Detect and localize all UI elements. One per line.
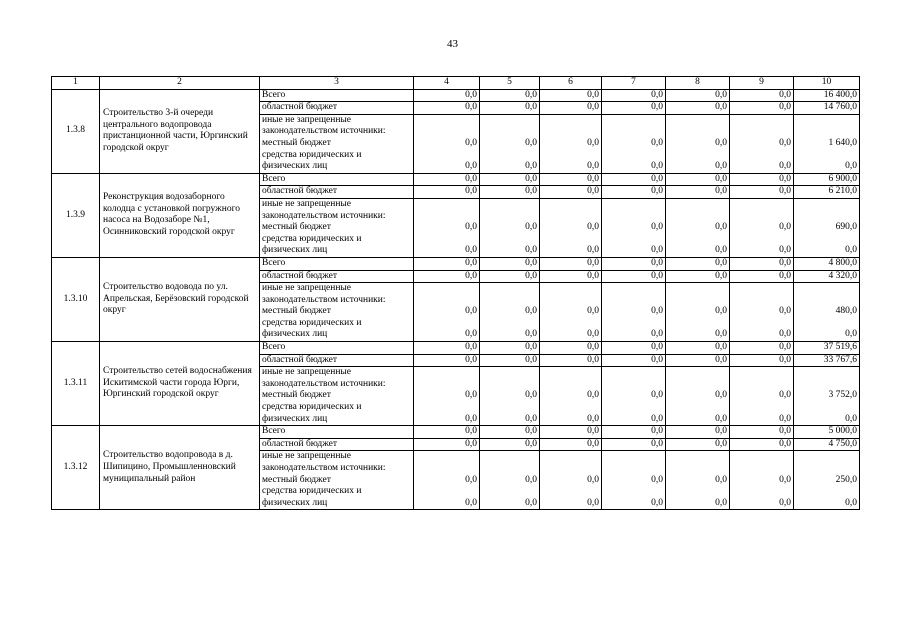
value-cell xyxy=(666,114,730,173)
local-value: 0,0 xyxy=(465,474,477,485)
table-row xyxy=(52,342,860,355)
value-cell: 0,0 xyxy=(480,354,540,367)
table-row xyxy=(52,89,860,102)
row-label-line: местный бюджет xyxy=(262,222,331,233)
value-cell xyxy=(414,451,480,510)
table-row xyxy=(52,257,860,270)
value-cell: 0,0 xyxy=(730,102,794,115)
value-cell xyxy=(602,114,666,173)
value-cell: 14 760,0 xyxy=(794,102,860,115)
local-value: 0,0 xyxy=(587,306,599,317)
row-label-line: законодательством источники: xyxy=(262,294,386,305)
row-label-regional: областной бюджет xyxy=(260,438,414,451)
local-value: 0,0 xyxy=(465,306,477,317)
legal-value: 0,0 xyxy=(715,497,727,508)
row-label-line: законодательством источники: xyxy=(262,210,386,221)
value-cell: 0,0 xyxy=(414,173,480,186)
legal-value: 0,0 xyxy=(465,413,477,424)
row-label-total: Всего xyxy=(260,426,414,439)
item-name: Строительство сетей водоснабжения Искитимской части города Юрги, Юргинский городской округ xyxy=(100,342,260,426)
value-cell: 0,0 xyxy=(480,89,540,102)
value-cell: 0,0 xyxy=(414,342,480,355)
value-cell: 0,0 xyxy=(602,89,666,102)
value-cell: 0,0 xyxy=(480,342,540,355)
column-header: 2 xyxy=(100,77,260,90)
local-value: 0,0 xyxy=(525,222,537,233)
item-name: Строительство водопровода в д. Шипицино, Промышленновский муниципальный район xyxy=(100,426,260,510)
row-label-line: иные не запрещенные xyxy=(262,283,352,294)
value-cell: 0,0 xyxy=(602,438,666,451)
value-cell: 0,0 xyxy=(414,438,480,451)
row-label-line: законодательством источники: xyxy=(262,463,386,473)
local-value: 3 752,0 xyxy=(828,390,857,401)
value-cell: 0,0 xyxy=(540,89,602,102)
local-value: 0,0 xyxy=(715,137,727,148)
local-value: 0,0 xyxy=(465,222,477,233)
row-label-line: иные не запрещенные xyxy=(262,367,352,378)
value-cell xyxy=(414,367,480,426)
value-cell: 0,0 xyxy=(602,186,666,199)
value-cell: 5 000,0 xyxy=(794,426,860,439)
value-cell xyxy=(602,283,666,342)
legal-value: 0,0 xyxy=(465,245,477,256)
legal-value: 0,0 xyxy=(715,413,727,424)
value-cell xyxy=(794,283,860,342)
local-value: 690,0 xyxy=(835,222,857,233)
column-header: 4 xyxy=(414,77,480,90)
value-cell: 4 750,0 xyxy=(794,438,860,451)
value-cell xyxy=(794,198,860,257)
legal-value: 0,0 xyxy=(525,497,537,508)
item-name: Реконструкция водозаборного колодца с установкой погружного насоса на Водозаборе №1, Осинниковский городской округ xyxy=(100,173,260,257)
value-cell: 0,0 xyxy=(480,270,540,283)
row-label-line: иные не запрещенные xyxy=(262,198,352,209)
value-cell: 0,0 xyxy=(602,270,666,283)
item-code: 1.3.12 xyxy=(52,426,100,510)
item-code: 1.3.11 xyxy=(52,342,100,426)
value-cell xyxy=(480,114,540,173)
value-cell: 0,0 xyxy=(666,354,730,367)
row-label-line: местный бюджет xyxy=(262,306,331,317)
legal-value: 0,0 xyxy=(587,245,599,256)
value-cell: 0,0 xyxy=(730,173,794,186)
value-cell: 4 800,0 xyxy=(794,257,860,270)
row-label-line: местный бюджет xyxy=(262,474,331,485)
value-cell xyxy=(540,283,602,342)
value-cell: 0,0 xyxy=(480,102,540,115)
legal-value: 0,0 xyxy=(651,245,663,256)
row-label-line: физических лиц xyxy=(262,245,328,256)
value-cell xyxy=(666,283,730,342)
value-cell xyxy=(540,451,602,510)
value-cell: 0,0 xyxy=(666,257,730,270)
legal-value: 0,0 xyxy=(779,329,791,340)
value-cell: 6 900,0 xyxy=(794,173,860,186)
row-label-line: физических лиц xyxy=(262,161,328,172)
column-header: 5 xyxy=(480,77,540,90)
row-label-other xyxy=(260,114,414,173)
row-label-line: местный бюджет xyxy=(262,390,331,401)
value-cell: 0,0 xyxy=(480,438,540,451)
value-cell: 0,0 xyxy=(730,342,794,355)
value-cell xyxy=(730,198,794,257)
local-value: 0,0 xyxy=(651,137,663,148)
value-cell xyxy=(794,451,860,510)
page-number: 43 xyxy=(447,38,458,50)
value-cell xyxy=(480,198,540,257)
row-label-line: физических лиц xyxy=(262,497,328,508)
local-value: 0,0 xyxy=(779,390,791,401)
budget-table xyxy=(51,76,860,510)
value-cell xyxy=(730,283,794,342)
local-value: 0,0 xyxy=(651,222,663,233)
value-cell: 0,0 xyxy=(602,173,666,186)
local-value: 0,0 xyxy=(715,306,727,317)
row-label-regional: областной бюджет xyxy=(260,270,414,283)
local-value: 0,0 xyxy=(715,222,727,233)
value-cell: 0,0 xyxy=(666,426,730,439)
legal-value: 0,0 xyxy=(651,329,663,340)
legal-value: 0,0 xyxy=(587,497,599,508)
value-cell: 0,0 xyxy=(730,270,794,283)
value-cell xyxy=(730,451,794,510)
row-label-line: иные не запрещенные xyxy=(262,114,352,125)
legal-value: 0,0 xyxy=(845,497,857,508)
value-cell: 0,0 xyxy=(730,426,794,439)
value-cell xyxy=(602,451,666,510)
value-cell: 4 320,0 xyxy=(794,270,860,283)
value-cell xyxy=(794,367,860,426)
value-cell: 0,0 xyxy=(540,257,602,270)
value-cell: 0,0 xyxy=(480,426,540,439)
value-cell: 0,0 xyxy=(730,354,794,367)
row-label-total: Всего xyxy=(260,173,414,186)
legal-value: 0,0 xyxy=(715,329,727,340)
column-header: 3 xyxy=(260,77,414,90)
value-cell: 0,0 xyxy=(666,102,730,115)
value-cell: 0,0 xyxy=(602,342,666,355)
local-value: 0,0 xyxy=(525,306,537,317)
row-label-other xyxy=(260,198,414,257)
legal-value: 0,0 xyxy=(715,161,727,172)
row-label-line: местный бюджет xyxy=(262,137,331,148)
value-cell: 0,0 xyxy=(540,438,602,451)
value-cell xyxy=(730,367,794,426)
value-cell xyxy=(602,367,666,426)
legal-value: 0,0 xyxy=(525,329,537,340)
value-cell xyxy=(540,198,602,257)
value-cell: 0,0 xyxy=(540,342,602,355)
local-value: 0,0 xyxy=(525,137,537,148)
local-value: 0,0 xyxy=(587,137,599,148)
legal-value: 0,0 xyxy=(651,413,663,424)
local-value: 0,0 xyxy=(715,390,727,401)
row-label-total: Всего xyxy=(260,342,414,355)
value-cell xyxy=(480,451,540,510)
value-cell: 0,0 xyxy=(602,354,666,367)
value-cell: 0,0 xyxy=(666,270,730,283)
row-label-line: иные не запрещенные xyxy=(262,451,352,462)
header-row xyxy=(52,77,860,90)
row-label-regional: областной бюджет xyxy=(260,102,414,115)
value-cell: 0,0 xyxy=(602,102,666,115)
value-cell xyxy=(414,283,480,342)
value-cell: 0,0 xyxy=(414,426,480,439)
item-code: 1.3.9 xyxy=(52,173,100,257)
local-value: 0,0 xyxy=(525,390,537,401)
local-value: 0,0 xyxy=(779,306,791,317)
value-cell xyxy=(730,114,794,173)
local-value: 0,0 xyxy=(715,474,727,485)
value-cell xyxy=(602,198,666,257)
legal-value: 0,0 xyxy=(525,245,537,256)
local-value: 0,0 xyxy=(651,390,663,401)
row-label-line: законодательством источники: xyxy=(262,378,386,389)
value-cell: 33 767,6 xyxy=(794,354,860,367)
legal-value: 0,0 xyxy=(715,245,727,256)
table-row xyxy=(52,426,860,439)
local-value: 0,0 xyxy=(587,222,599,233)
local-value: 480,0 xyxy=(835,306,857,317)
value-cell: 0,0 xyxy=(730,89,794,102)
value-cell: 0,0 xyxy=(730,186,794,199)
value-cell xyxy=(480,283,540,342)
value-cell: 0,0 xyxy=(730,257,794,270)
legal-value: 0,0 xyxy=(779,497,791,508)
value-cell xyxy=(666,367,730,426)
value-cell: 6 210,0 xyxy=(794,186,860,199)
local-value: 0,0 xyxy=(779,222,791,233)
value-cell: 0,0 xyxy=(540,173,602,186)
legal-value: 0,0 xyxy=(587,329,599,340)
row-label-line: средства юридических и xyxy=(262,149,362,160)
value-cell xyxy=(414,114,480,173)
local-value: 0,0 xyxy=(779,137,791,148)
column-header: 10 xyxy=(794,77,860,90)
item-name: Строительство водовода по ул. Апрельская, Берёзовский городской округ xyxy=(100,257,260,341)
legal-value: 0,0 xyxy=(525,413,537,424)
legal-value: 0,0 xyxy=(779,413,791,424)
local-value: 0,0 xyxy=(587,474,599,485)
value-cell xyxy=(666,198,730,257)
local-value: 0,0 xyxy=(587,390,599,401)
column-header: 6 xyxy=(540,77,602,90)
value-cell: 0,0 xyxy=(414,102,480,115)
value-cell: 0,0 xyxy=(540,426,602,439)
row-label-line: средства юридических и xyxy=(262,402,362,413)
legal-value: 0,0 xyxy=(651,161,663,172)
row-label-other xyxy=(260,283,414,342)
row-label-line: средства юридических и xyxy=(262,317,362,328)
column-header: 1 xyxy=(52,77,100,90)
value-cell: 0,0 xyxy=(540,102,602,115)
local-value: 0,0 xyxy=(779,474,791,485)
local-value: 0,0 xyxy=(525,474,537,485)
value-cell: 0,0 xyxy=(540,186,602,199)
value-cell: 0,0 xyxy=(602,426,666,439)
legal-value: 0,0 xyxy=(587,413,599,424)
value-cell: 0,0 xyxy=(730,438,794,451)
value-cell xyxy=(540,114,602,173)
legal-value: 0,0 xyxy=(587,161,599,172)
value-cell: 37 519,6 xyxy=(794,342,860,355)
value-cell: 0,0 xyxy=(414,270,480,283)
row-label-line: средства юридических и xyxy=(262,233,362,244)
value-cell: 0,0 xyxy=(480,186,540,199)
local-value: 0,0 xyxy=(465,137,477,148)
value-cell xyxy=(414,198,480,257)
value-cell: 0,0 xyxy=(540,354,602,367)
legal-value: 0,0 xyxy=(845,413,857,424)
value-cell: 0,0 xyxy=(602,257,666,270)
value-cell: 0,0 xyxy=(666,89,730,102)
row-label-total: Всего xyxy=(260,89,414,102)
item-code: 1.3.10 xyxy=(52,257,100,341)
value-cell: 0,0 xyxy=(414,89,480,102)
value-cell xyxy=(480,367,540,426)
value-cell xyxy=(794,114,860,173)
value-cell: 0,0 xyxy=(414,257,480,270)
item-code: 1.3.8 xyxy=(52,89,100,173)
legal-value: 0,0 xyxy=(465,161,477,172)
legal-value: 0,0 xyxy=(779,245,791,256)
legal-value: 0,0 xyxy=(525,161,537,172)
row-label-regional: областной бюджет xyxy=(260,354,414,367)
local-value: 250,0 xyxy=(835,474,857,485)
local-value: 0,0 xyxy=(465,390,477,401)
value-cell: 16 400,0 xyxy=(794,89,860,102)
value-cell: 0,0 xyxy=(666,342,730,355)
legal-value: 0,0 xyxy=(465,497,477,508)
column-header: 8 xyxy=(666,77,730,90)
value-cell: 0,0 xyxy=(666,438,730,451)
row-label-line: законодательством источники: xyxy=(262,126,386,137)
value-cell: 0,0 xyxy=(480,257,540,270)
row-label-other xyxy=(260,451,414,510)
value-cell: 0,0 xyxy=(666,173,730,186)
legal-value: 0,0 xyxy=(845,161,857,172)
column-header: 7 xyxy=(602,77,666,90)
local-value: 0,0 xyxy=(651,474,663,485)
legal-value: 0,0 xyxy=(845,245,857,256)
legal-value: 0,0 xyxy=(465,329,477,340)
legal-value: 0,0 xyxy=(651,497,663,508)
row-label-total: Всего xyxy=(260,257,414,270)
item-name: Строительство 3-й очереди центрального водопровода пристанционной части, Юргинский городской округ xyxy=(100,89,260,173)
value-cell: 0,0 xyxy=(414,186,480,199)
value-cell: 0,0 xyxy=(480,173,540,186)
row-label-other xyxy=(260,367,414,426)
column-header: 9 xyxy=(730,77,794,90)
row-label-line: средства юридических и xyxy=(262,486,362,497)
table-row xyxy=(52,173,860,186)
value-cell xyxy=(666,451,730,510)
local-value: 1 640,0 xyxy=(828,137,857,148)
legal-value: 0,0 xyxy=(845,329,857,340)
row-label-line: физических лиц xyxy=(262,413,328,424)
legal-value: 0,0 xyxy=(779,161,791,172)
row-label-regional: областной бюджет xyxy=(260,186,414,199)
value-cell: 0,0 xyxy=(666,186,730,199)
value-cell: 0,0 xyxy=(540,270,602,283)
local-value: 0,0 xyxy=(651,306,663,317)
value-cell: 0,0 xyxy=(414,354,480,367)
row-label-line: физических лиц xyxy=(262,329,328,340)
value-cell xyxy=(540,367,602,426)
